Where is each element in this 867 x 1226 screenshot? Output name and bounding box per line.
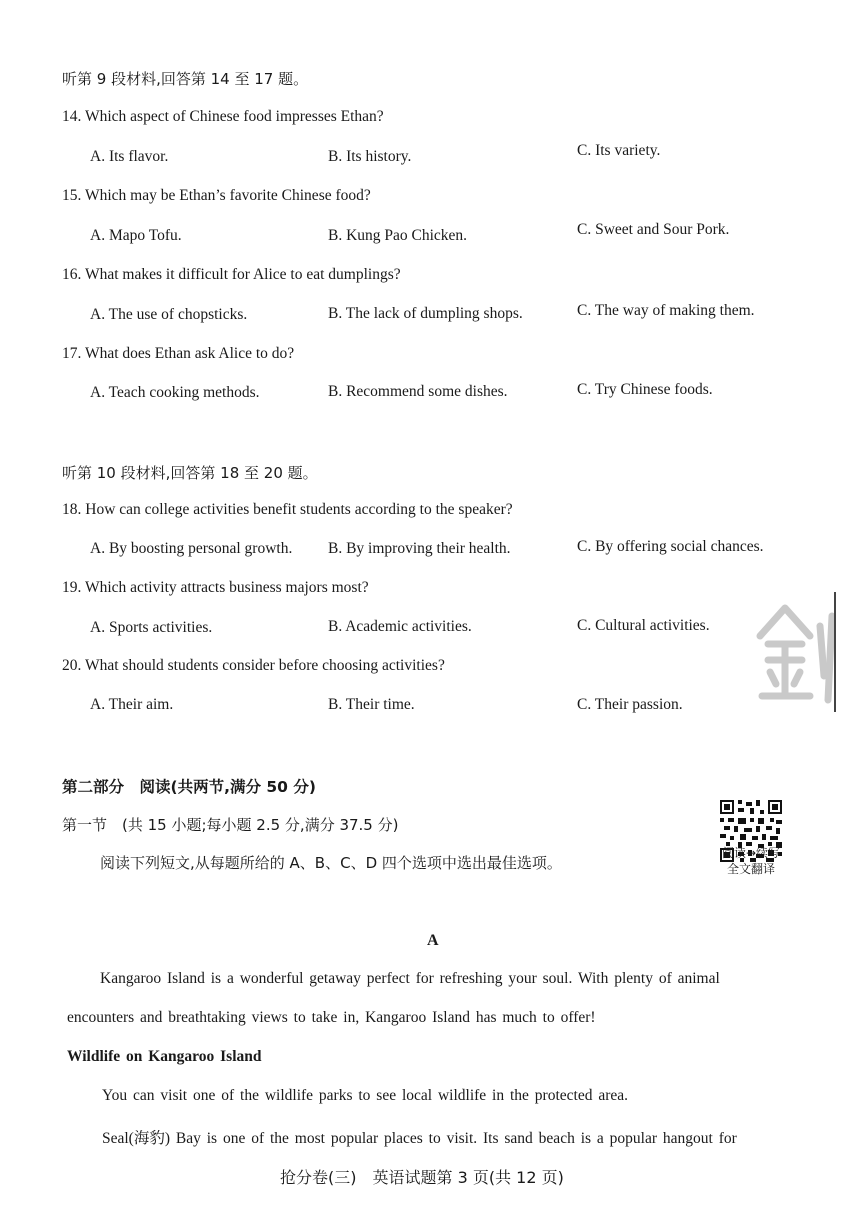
- margin-line: [834, 592, 836, 712]
- passage-label: A: [427, 932, 439, 949]
- option-17c: C. Try Chinese foods.: [577, 381, 713, 398]
- option-20a: A. Their aim.: [90, 696, 174, 713]
- passage-paragraph-1-line-2: encounters and breathtaking views to take in, Kangaroo Island has much to offer!: [67, 1009, 596, 1026]
- option-19a: A. Sports activities.: [90, 619, 213, 636]
- option-18c: C. By offering social chances.: [577, 538, 764, 555]
- option-18b: B. By improving their health.: [328, 540, 511, 557]
- qr-caption-line2: 全文翻译: [726, 862, 775, 876]
- option-17b: B. Recommend some dishes.: [328, 383, 508, 400]
- question-17: 17. What does Ethan ask Alice to do?: [62, 345, 295, 362]
- option-19b: B. Academic activities.: [328, 618, 472, 635]
- section-one-heading: 第一节 (共 15 小题;每小题 2.5 分,满分 37.5 分): [62, 816, 399, 834]
- option-18a: A. By boosting personal growth.: [90, 540, 293, 557]
- option-14a: A. Its flavor.: [90, 148, 169, 165]
- question-16: 16. What makes it difficult for Alice to eat dumplings?: [62, 266, 401, 283]
- option-15c: C. Sweet and Sour Pork.: [577, 221, 730, 238]
- part-two-heading: 第二部分 阅读(共两节,满分 50 分): [62, 778, 316, 796]
- passage-paragraph-2: You can visit one of the wildlife parks to see local wildlife in the protected area.: [102, 1087, 628, 1104]
- section-10-heading: 听第 10 段材料,回答第 18 至 20 题。: [62, 464, 318, 482]
- reading-instructions: 阅读下列短文,从每题所给的 A、B、C、D 四个选项中选出最佳选项。: [100, 854, 562, 872]
- option-20c: C. Their passion.: [577, 696, 683, 713]
- watermark-stamp: [740, 596, 840, 716]
- question-19: 19. Which activity attracts business majors most?: [62, 579, 369, 596]
- option-14c: C. Its variety.: [577, 142, 661, 159]
- page-footer: 抢分卷(三) 英语试题第 3 页(共 12 页): [280, 1168, 564, 1187]
- passage-subheading: Wildlife on Kangaroo Island: [67, 1048, 262, 1065]
- option-17a: A. Teach cooking methods.: [90, 384, 260, 401]
- qr-caption-line1: 阅读→续写: [721, 846, 781, 860]
- option-15b: B. Kung Pao Chicken.: [328, 227, 468, 244]
- option-16a: A. The use of chopsticks.: [90, 306, 248, 323]
- option-15a: A. Mapo Tofu.: [90, 227, 182, 244]
- question-20: 20. What should students consider before choosing activities?: [62, 657, 445, 674]
- section-9-heading: 听第 9 段材料,回答第 14 至 17 题。: [62, 70, 309, 88]
- option-16c: C. The way of making them.: [577, 302, 755, 319]
- passage-paragraph-1-line-1: Kangaroo Island is a wonderful getaway perfect for refreshing your soul. With plenty of animal: [100, 970, 720, 987]
- question-15: 15. Which may be Ethan’s favorite Chinese food?: [62, 187, 371, 204]
- passage-paragraph-3: Seal(海豹) Bay is one of the most popular places to visit. Its sand beach is a popular hangout for: [102, 1130, 737, 1147]
- option-16b: B. The lack of dumpling shops.: [328, 305, 523, 322]
- option-20b: B. Their time.: [328, 696, 415, 713]
- option-14b: B. Its history.: [328, 148, 412, 165]
- question-18: 18. How can college activities benefit students according to the speaker?: [62, 501, 513, 518]
- option-19c: C. Cultural activities.: [577, 617, 710, 634]
- question-14: 14. Which aspect of Chinese food impresses Ethan?: [62, 108, 384, 125]
